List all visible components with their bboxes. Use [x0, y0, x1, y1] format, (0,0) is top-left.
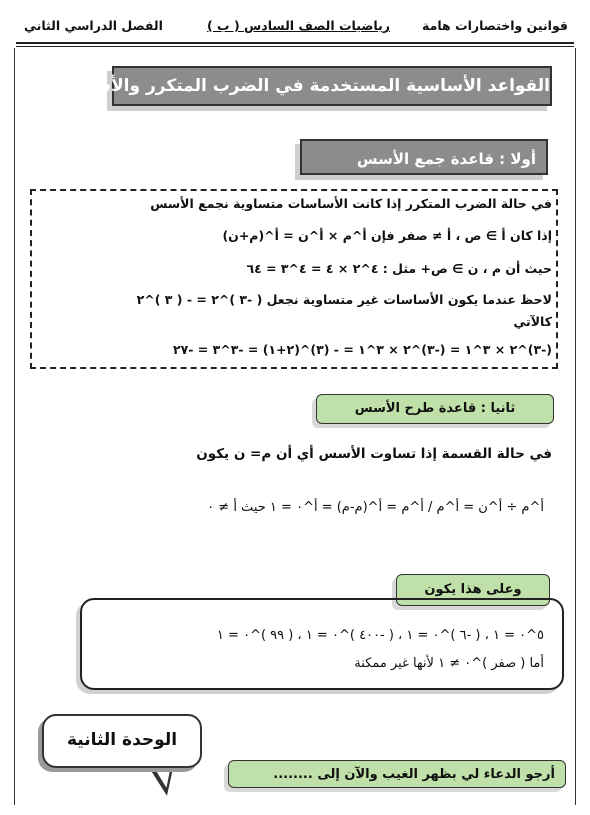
examples-box	[80, 598, 564, 690]
division-formula: أ^م ÷ أ^ن = أ^م / أ^م = أ^(م-م) = أ^٠ = ١ حيث أ ≠ ٠	[207, 500, 544, 515]
rule-line-4: لاحظ عندما يكون الأساسات غير متساوية نجعل ( -٣ )^٢ = - ( ٣ )^٢	[136, 292, 552, 307]
zero-power-note: أما ( صفر )^٠ ≠ ١ لأنها غير ممكنة	[354, 656, 544, 671]
page-title: القواعد الأساسية المستخدمة في الضرب المتكرر والأس	[112, 66, 552, 106]
header-divider	[16, 42, 574, 44]
rule-line-6: (-٣)^٢ × ٣^١ = (-٣)^٢ × ٣^١ = - (٣)^(٢+١) = -٣^٣ = -٢٧	[172, 342, 552, 357]
section2-heading: ثانيا : قاعدة طرح الأسس	[316, 394, 554, 424]
rule-line-1: في حالة الضرب المتكرر إذا كانت الأساسات متساوية نجمع الأسس	[150, 196, 552, 211]
unit-label-bubble: الوحدة الثانية	[42, 714, 202, 768]
rule-line-5: كالآتي	[513, 314, 552, 329]
footer-note: أرجو الدعاء لي بظهر الغيب والآن إلى ........	[228, 760, 566, 788]
rule-line-3: حيث أن م ، ن ∋ ص+ مثل : ٤^٢ × ٤ = ٤^٣ = ٦٤	[246, 261, 552, 276]
division-intro: في حالة القسمة إذا تساوت الأسس أي أن م= ن يكون	[196, 446, 552, 462]
page-border-right	[575, 48, 576, 805]
header-right-text: قوانين واختصارات هامة	[422, 18, 568, 33]
section3-heading: وعلى هذا يكون	[396, 574, 550, 606]
header-divider-thin	[16, 46, 574, 47]
zero-power-examples: ٥^٠ = ١ ، ( -٦ )^٠ = ١ ، ( -٤٠٠ )^٠ = ١ ، ( ٩٩ )^٠ = ١	[216, 628, 544, 643]
page-border-left	[14, 48, 15, 805]
rule-line-2: إذا كان أ ∋ ص ، أ ≠ صفر فإن أ^م × أ^ن = أ^(م+ن)	[222, 228, 552, 243]
section1-heading: أولا : قاعدة جمع الأسس	[300, 139, 548, 175]
header-center-text: رياضيات الصف السادس ( ب )	[206, 18, 390, 33]
header-left-text: الفصل الدراسي الثاني	[24, 18, 163, 33]
